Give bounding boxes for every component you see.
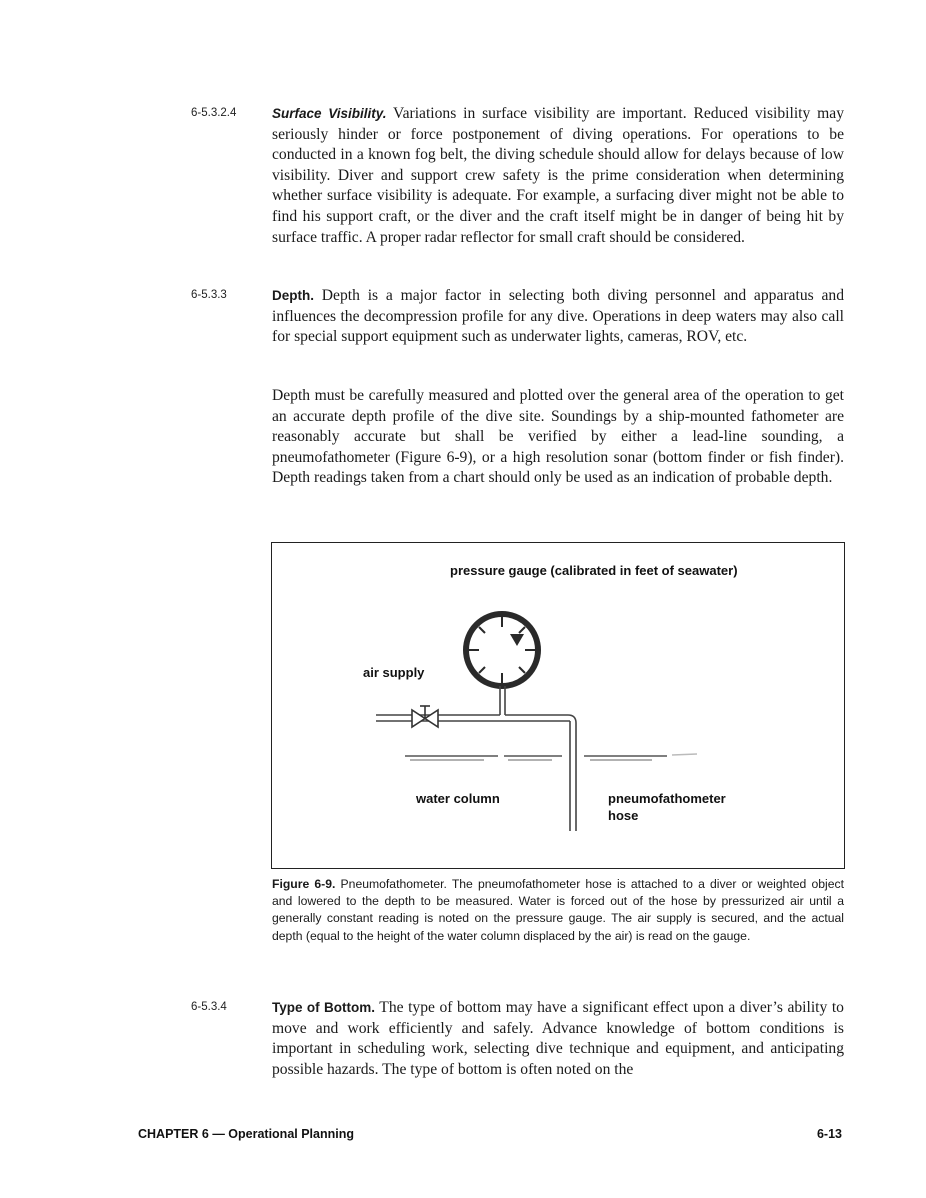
hose-label-line1: pneumofathometer — [608, 791, 726, 806]
section-number: 6-5.3.2.4 — [191, 107, 237, 119]
section-body — [272, 998, 844, 1080]
section-heading: Depth. — [272, 288, 314, 303]
pressure-gauge-icon — [466, 614, 538, 686]
figure-caption-text: Pneumofathometer. The pneumofathometer hose is attached to a diver or weighted object and lowered to the depth to be measured. Water is forced out of the hose by pressurized air until a generally constant reading is noted on the pressure gauge. The air supply is secured, and the actual depth (equal to the height of the water column displaced by the air) is read on the gauge. — [272, 877, 844, 943]
hose-label — [608, 791, 726, 824]
figure-pneumofathometer — [271, 542, 845, 869]
section-body — [272, 104, 844, 248]
section-heading: Surface Visibility. — [272, 106, 387, 121]
section-paragraph-2: Depth must be carefully measured and plotted over the general area of the operation to get an accurate depth profile of the dive site. Soundings by a ship-mounted fathometer are reasonably accurate but shall be verified by either a lead-line sounding, a pneumofathometer (Figure 6-9), or a high resolution sonar (bottom finder or fish finder). Depth readings taken from a chart should only be used as an indication of probable depth. — [272, 387, 844, 487]
hose-label-line2: hose — [608, 807, 639, 823]
section-number: 6-5.3.4 — [191, 1001, 227, 1013]
water-surface — [405, 754, 697, 760]
footer-page-number: 6-13 — [816, 1127, 842, 1141]
pressure-gauge-label: pressure gauge (calibrated in feet of seawater) — [450, 563, 738, 578]
section-number: 6-5.3.3 — [191, 289, 227, 301]
pneumofathometer-diagram — [272, 543, 844, 868]
figure-caption-head: Figure 6-9. — [272, 877, 336, 891]
water-column-label: water column — [416, 791, 500, 806]
valve-icon — [412, 706, 438, 727]
section-body — [272, 286, 844, 348]
pipe — [376, 686, 576, 831]
footer-chapter-title: CHAPTER 6 — Operational Planning — [138, 1127, 354, 1141]
section-heading: Type of Bottom. — [272, 1000, 376, 1015]
air-supply-label: air supply — [363, 665, 425, 680]
section-paragraph: The type of bottom may have a significant effect upon a diver’s ability to move and work efficiently and safely. Advance knowledge of bottom conditions is important in scheduling work, selecting dive technique and equipment, and anticipating possible hazards. The type of bottom is often noted on the — [272, 999, 844, 1078]
figure-caption — [272, 876, 844, 945]
section-paragraph: Variations in surface visibility are important. Reduced visibility may seriously hinder or force postponement of diving operations. For operations to be conducted in a known fog belt, the diving schedule should allow for delays because of low visibility. Diver and support crew safety is the prime consideration when determining whether surface visibility is adequate. For example, a surfacing diver might not be able to find his support craft, or the diver and the craft itself might be in danger of being hit by surface traffic. A proper radar reflector for small craft should be considered. — [272, 105, 844, 246]
section-paragraph: Depth is a major factor in selecting both diving personnel and apparatus and influences the decompression profile for any dive. Operations in deep waters may also call for special support equipment such as underwater lights, cameras, ROV, etc. — [272, 287, 844, 346]
